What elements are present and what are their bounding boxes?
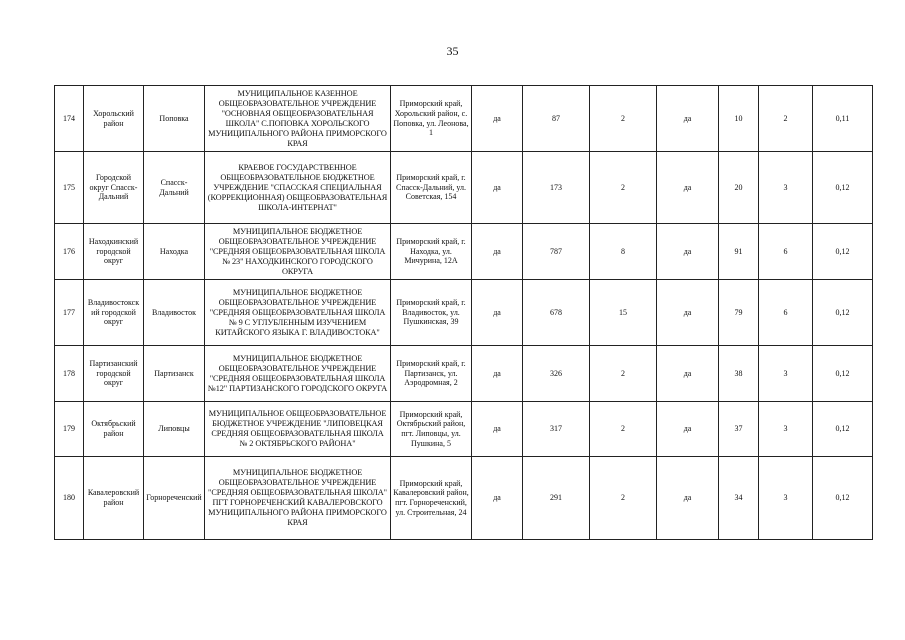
- cell-district: Владивостокский городской округ: [84, 280, 144, 346]
- table-row: [55, 224, 873, 280]
- cell-organization: МУНИЦИПАЛЬНОЕ БЮДЖЕТНОЕ ОБЩЕОБРАЗОВАТЕЛЬНОЕ УЧРЕЖДЕНИЕ "СРЕДНЯЯ ОБЩЕОБРАЗОВАТЕЛЬНАЯ ШКОЛА № 23" НАХОДКИНСКОГО ГОРОДСКОГО ОКРУГА: [205, 224, 391, 280]
- cell-address: Приморский край, Хорольский район, с. Поповка, ул. Леонова, 1: [391, 86, 472, 152]
- cell-col12: 0,12: [813, 280, 873, 346]
- cell-address: Приморский край, г. Спасск-Дальний, ул. Советская, 154: [391, 152, 472, 224]
- cell-organization: МУНИЦИПАЛЬНОЕ ОБЩЕОБРАЗОВАТЕЛЬНОЕ БЮДЖЕТНОЕ УЧРЕЖДЕНИЕ "ЛИПОВЕЦКАЯ СРЕДНЯЯ ОБЩЕОБРАЗОВАТЕЛЬНАЯ ШКОЛА № 2 ОКТЯБРЬСКОГО РАЙОНА": [205, 402, 391, 457]
- cell-organization: КРАЕВОЕ ГОСУДАРСТВЕННОЕ ОБЩЕОБРАЗОВАТЕЛЬНОЕ БЮДЖЕТНОЕ УЧРЕЖДЕНИЕ "СПАССКАЯ СПЕЦИАЛЬНАЯ (КОРРЕКЦИОННАЯ) ОБЩЕОБРАЗОВАТЕЛЬНАЯ ШКОЛА-ИНТЕРНАТ": [205, 152, 391, 224]
- cell-organization: МУНИЦИПАЛЬНОЕ КАЗЕННОЕ ОБЩЕОБРАЗОВАТЕЛЬНОЕ УЧРЕЖДЕНИЕ "ОСНОВНАЯ ОБЩЕОБРАЗОВАТЕЛЬНАЯ ШКОЛА" С.ПОПОВКА ХОРОЛЬСКОГО МУНИЦИПАЛЬНОГО РАЙОНА ПРИМОРСКОГО КРАЯ: [205, 86, 391, 152]
- cell-number: 175: [55, 152, 84, 224]
- cell-col9: да: [657, 280, 719, 346]
- table-row: [55, 457, 873, 540]
- cell-col7: 291: [523, 457, 590, 540]
- cell-col7: 678: [523, 280, 590, 346]
- cell-col8: 2: [590, 86, 657, 152]
- cell-number: 179: [55, 402, 84, 457]
- cell-col11: 6: [759, 280, 813, 346]
- cell-col9: да: [657, 457, 719, 540]
- cell-col7: 787: [523, 224, 590, 280]
- cell-col9: да: [657, 86, 719, 152]
- cell-col12: 0,12: [813, 346, 873, 402]
- table-row: [55, 346, 873, 402]
- cell-col6: да: [472, 280, 523, 346]
- cell-col7: 317: [523, 402, 590, 457]
- cell-locality: Спасск-Дальний: [144, 152, 205, 224]
- cell-number: 178: [55, 346, 84, 402]
- cell-col10: 20: [719, 152, 759, 224]
- cell-col10: 37: [719, 402, 759, 457]
- cell-locality: Владивосток: [144, 280, 205, 346]
- cell-district: Находкинский городской округ: [84, 224, 144, 280]
- cell-col11: 3: [759, 152, 813, 224]
- cell-col6: да: [472, 152, 523, 224]
- cell-col7: 87: [523, 86, 590, 152]
- cell-locality: Горнореченский: [144, 457, 205, 540]
- cell-col12: 0,11: [813, 86, 873, 152]
- cell-organization: МУНИЦИПАЛЬНОЕ БЮДЖЕТНОЕ ОБЩЕОБРАЗОВАТЕЛЬНОЕ УЧРЕЖДЕНИЕ "СРЕДНЯЯ ОБЩЕОБРАЗОВАТЕЛЬНАЯ ШКОЛА №12" ПАРТИЗАНСКОГО ГОРОДСКОГО ОКРУГА: [205, 346, 391, 402]
- cell-col6: да: [472, 402, 523, 457]
- cell-district: Кавалеровский район: [84, 457, 144, 540]
- cell-col11: 3: [759, 457, 813, 540]
- cell-col7: 173: [523, 152, 590, 224]
- cell-col11: 3: [759, 346, 813, 402]
- schools-table: [54, 85, 873, 540]
- cell-col10: 10: [719, 86, 759, 152]
- cell-district: Хорольский район: [84, 86, 144, 152]
- cell-number: 176: [55, 224, 84, 280]
- cell-col8: 2: [590, 402, 657, 457]
- cell-number: 177: [55, 280, 84, 346]
- cell-locality: Поповка: [144, 86, 205, 152]
- cell-col10: 79: [719, 280, 759, 346]
- cell-col8: 8: [590, 224, 657, 280]
- cell-district: Городской округ Спасск-Дальний: [84, 152, 144, 224]
- cell-col12: 0,12: [813, 152, 873, 224]
- cell-col12: 0,12: [813, 402, 873, 457]
- cell-col10: 34: [719, 457, 759, 540]
- cell-col12: 0,12: [813, 224, 873, 280]
- cell-locality: Липовцы: [144, 402, 205, 457]
- cell-col9: да: [657, 402, 719, 457]
- cell-district: Октябрьский район: [84, 402, 144, 457]
- cell-address: Приморский край, г. Партизанск, ул. Аэродромная, 2: [391, 346, 472, 402]
- table-body: [55, 86, 873, 540]
- cell-col8: 2: [590, 346, 657, 402]
- cell-col10: 91: [719, 224, 759, 280]
- cell-col11: 3: [759, 402, 813, 457]
- cell-address: Приморский край, г. Находка, ул. Мичурина, 12А: [391, 224, 472, 280]
- cell-col10: 38: [719, 346, 759, 402]
- cell-col11: 6: [759, 224, 813, 280]
- cell-address: Приморский край, Кавалеровский район, пгт. Горнореченский, ул. Строительная, 24: [391, 457, 472, 540]
- cell-col7: 326: [523, 346, 590, 402]
- cell-col9: да: [657, 152, 719, 224]
- cell-number: 174: [55, 86, 84, 152]
- cell-organization: МУНИЦИПАЛЬНОЕ БЮДЖЕТНОЕ ОБЩЕОБРАЗОВАТЕЛЬНОЕ УЧРЕЖДЕНИЕ "СРЕДНЯЯ ОБЩЕОБРАЗОВАТЕЛЬНАЯ ШКОЛА" ПГТ ГОРНОРЕЧЕНСКИЙ КАВАЛЕРОВСКОГО МУНИЦИПАЛЬНОГО РАЙОНА ПРИМОРСКОГО КРАЯ: [205, 457, 391, 540]
- cell-district: Партизанский городской округ: [84, 346, 144, 402]
- cell-number: 180: [55, 457, 84, 540]
- cell-organization: МУНИЦИПАЛЬНОЕ БЮДЖЕТНОЕ ОБЩЕОБРАЗОВАТЕЛЬНОЕ УЧРЕЖДЕНИЕ "СРЕДНЯЯ ОБЩЕОБРАЗОВАТЕЛЬНАЯ ШКОЛА № 9 С УГЛУБЛЕННЫМ ИЗУЧЕНИЕМ КИТАЙСКОГО ЯЗЫКА Г. ВЛАДИВОСТОКА": [205, 280, 391, 346]
- cell-col12: 0,12: [813, 457, 873, 540]
- table-row: [55, 152, 873, 224]
- cell-locality: Находка: [144, 224, 205, 280]
- cell-col8: 15: [590, 280, 657, 346]
- cell-address: Приморский край, г. Владивосток, ул. Пушкинская, 39: [391, 280, 472, 346]
- cell-col6: да: [472, 457, 523, 540]
- page-number: 35: [446, 44, 459, 58]
- table-row: [55, 402, 873, 457]
- cell-col8: 2: [590, 457, 657, 540]
- cell-col6: да: [472, 346, 523, 402]
- cell-col6: да: [472, 86, 523, 152]
- table-row: [55, 86, 873, 152]
- cell-address: Приморский край, Октябрьский район, пгт. Липовцы, ул. Пушкина, 5: [391, 402, 472, 457]
- cell-col6: да: [472, 224, 523, 280]
- cell-col11: 2: [759, 86, 813, 152]
- table-row: [55, 280, 873, 346]
- cell-locality: Партизанск: [144, 346, 205, 402]
- cell-col9: да: [657, 224, 719, 280]
- cell-col9: да: [657, 346, 719, 402]
- cell-col8: 2: [590, 152, 657, 224]
